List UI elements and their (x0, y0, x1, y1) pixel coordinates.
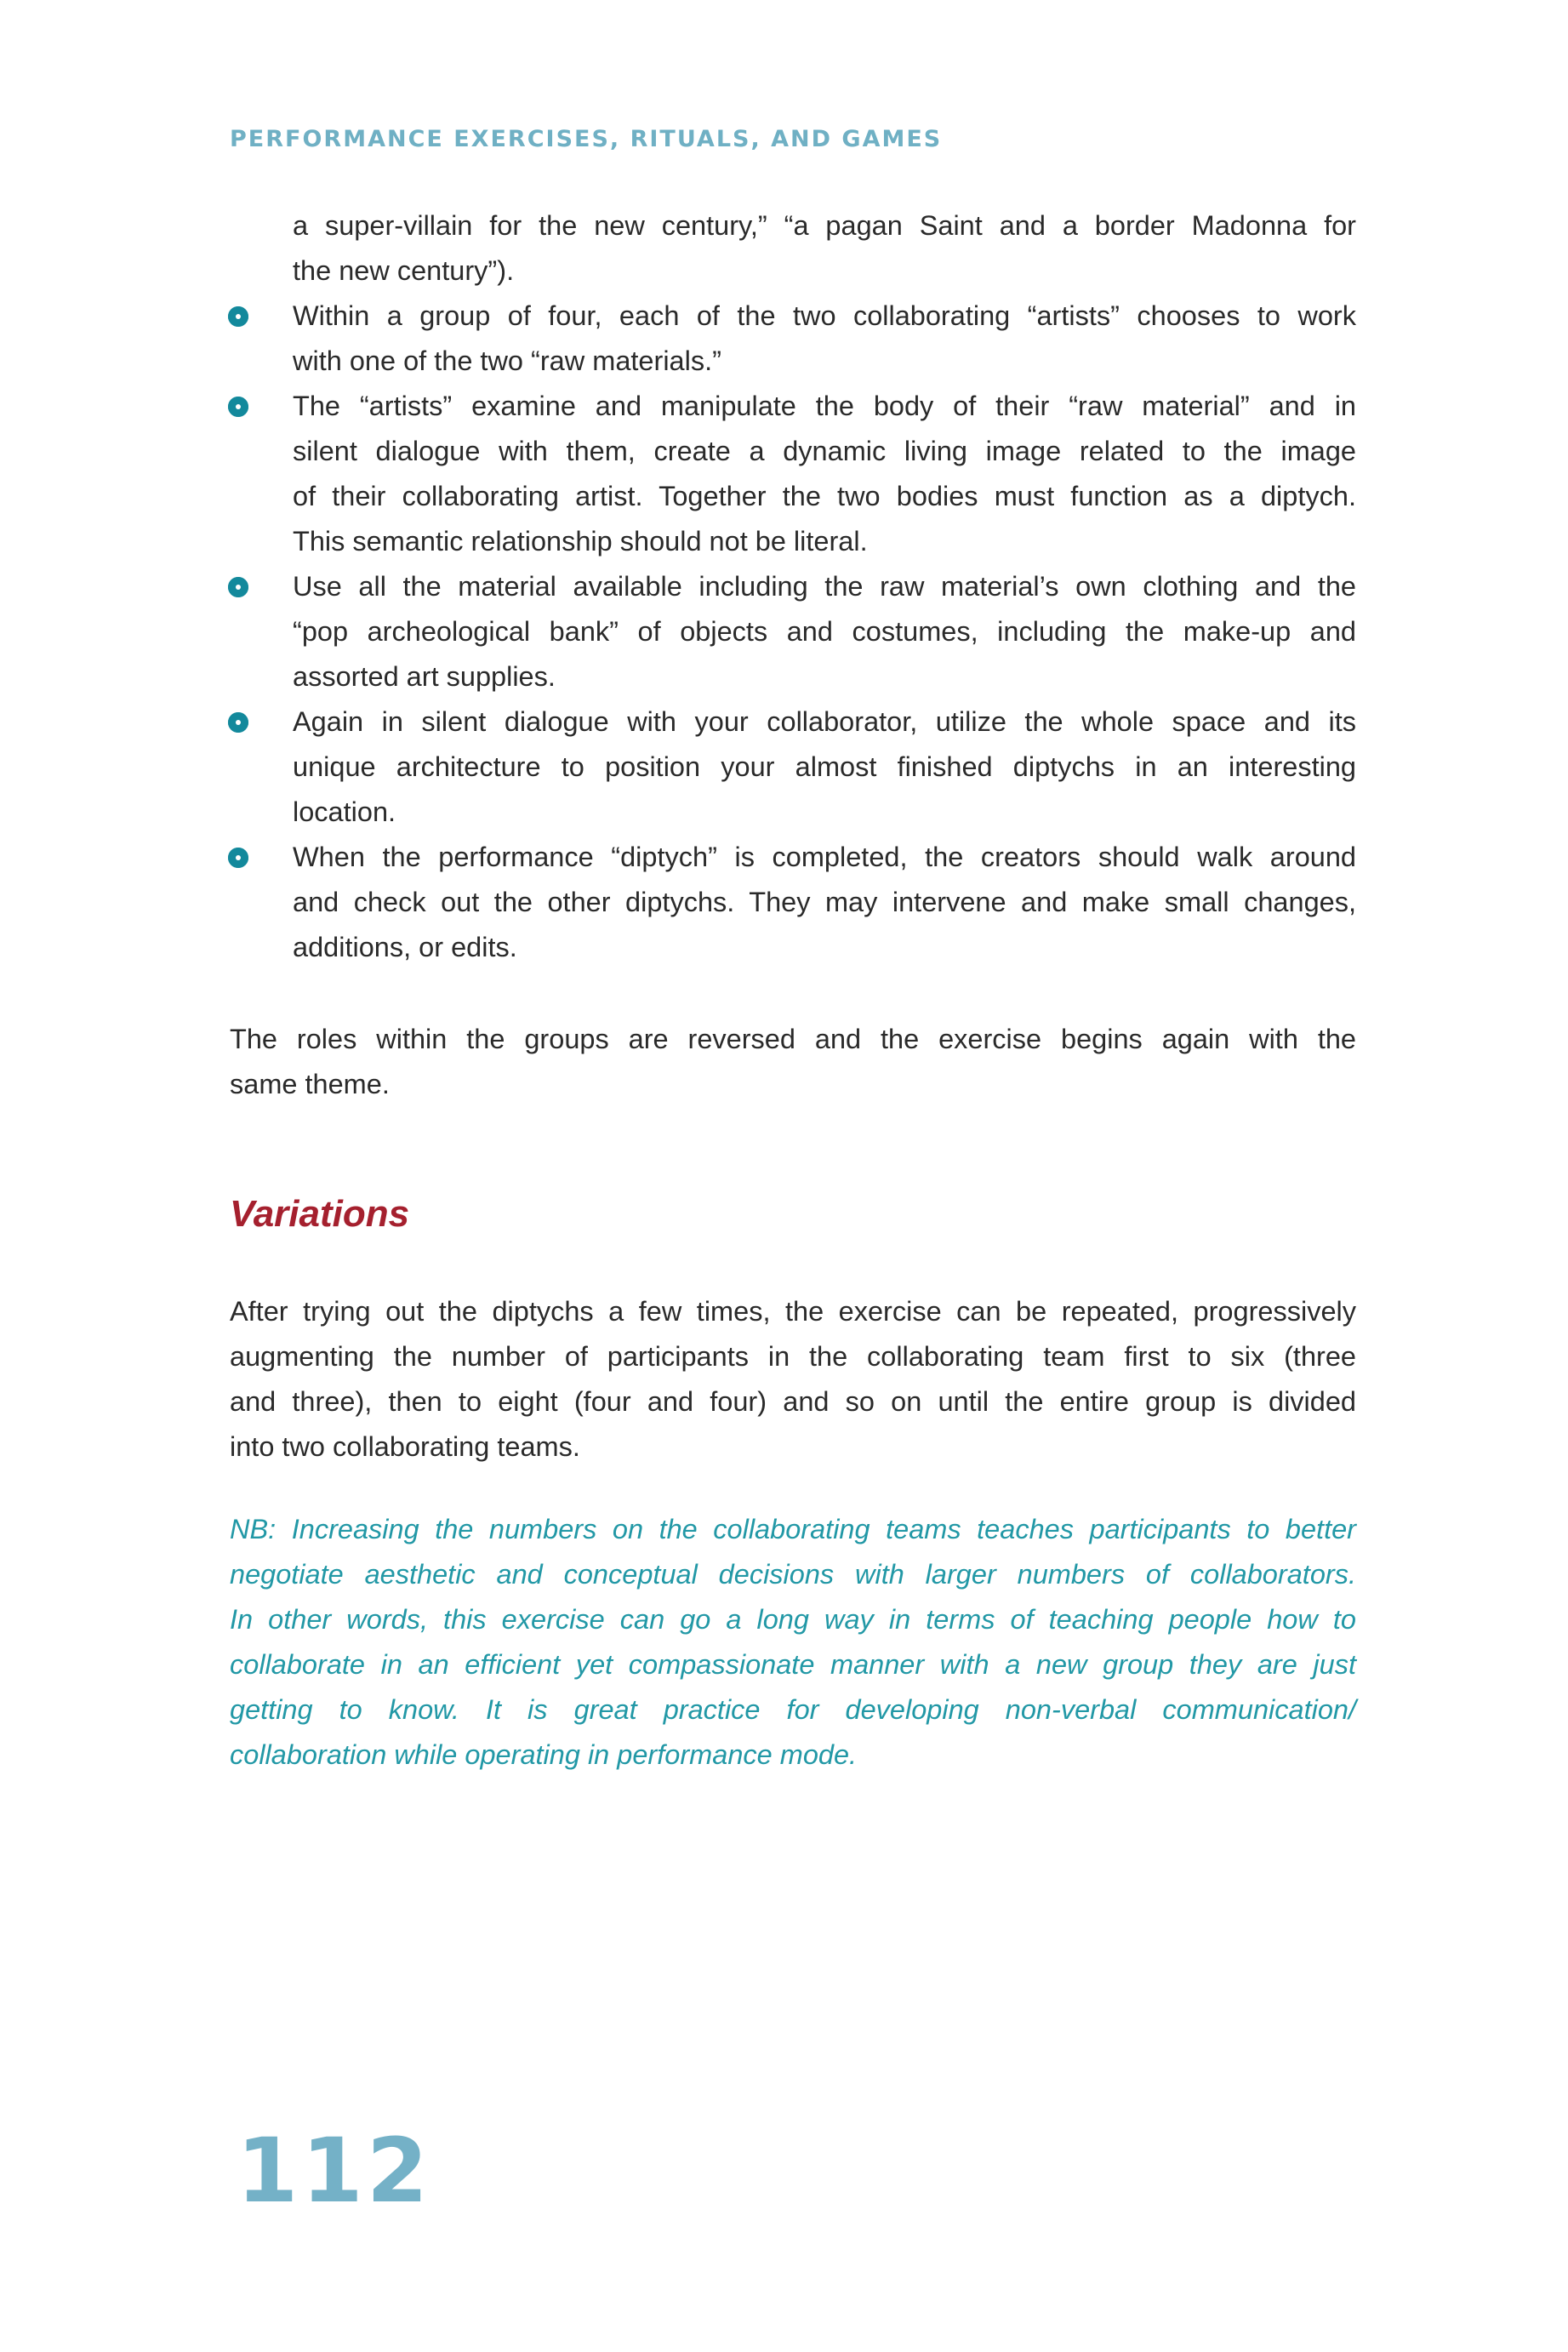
text-line: The roles within the groups are reversed and the exercise begins again with the (230, 1024, 1356, 1054)
text-line: assorted art supplies. (293, 661, 556, 692)
gear-bullet-icon (228, 397, 248, 417)
text-line: “pop archeological bank” of objects and costumes, including the make-up and (293, 616, 1356, 647)
text-line: location. (293, 796, 396, 827)
page-number: 112 (237, 2119, 432, 2223)
text-line: silent dialogue with them, create a dynamic living image related to the image (293, 436, 1356, 466)
text-line: Use all the material available including the raw material’s own clothing and the (293, 571, 1356, 602)
text-line: NB: Increasing the numbers on the collaborating teams teaches participants to better (230, 1514, 1356, 1544)
gear-bullet-icon (228, 848, 248, 868)
nb-note (230, 1507, 1356, 1778)
roles-paragraph (230, 1017, 1356, 1107)
text-line: collaboration while operating in performance mode. (230, 1739, 858, 1770)
list-item (230, 564, 1356, 699)
text-line: In other words, this exercise can go a long way in terms of teaching people how to (230, 1604, 1356, 1635)
text-line: unique architecture to position your almost finished diptychs in an interesting (293, 751, 1356, 782)
text-line: Again in silent dialogue with your collaborator, utilize the whole space and its (293, 706, 1356, 737)
bullet-list (230, 203, 1356, 970)
list-item (230, 294, 1356, 384)
text-line: of their collaborating artist. Together the two bodies must function as a diptych. (293, 481, 1356, 511)
intro-continuation (293, 203, 1356, 294)
text-line: augmenting the number of participants in the collaborating team first to six (three (230, 1341, 1356, 1372)
text-line: with one of the two “raw materials.” (293, 345, 721, 376)
text-line: a super-villain for the new century,” “a pagan Saint and a border Madonna for (293, 210, 1356, 241)
text-line: When the performance “diptych” is completed, the creators should walk around (293, 842, 1356, 872)
text-line: same theme. (230, 1069, 390, 1099)
list-item (230, 835, 1356, 970)
text-line: and check out the other diptychs. They may intervene and make small changes, (293, 887, 1356, 917)
text-line: The “artists” examine and manipulate the body of their “raw material” and in (293, 391, 1356, 421)
text-line: collaborate in an efficient yet compassionate manner with a new group they are just (230, 1649, 1356, 1680)
gear-bullet-icon (228, 306, 248, 327)
list-item (230, 699, 1356, 835)
gear-bullet-icon (228, 712, 248, 733)
list-item (230, 384, 1356, 564)
text-line: and three), then to eight (four and four) and so on until the entire group is divided (230, 1386, 1356, 1417)
text-line: additions, or edits. (293, 932, 517, 962)
text-line: This semantic relationship should not be literal. (293, 526, 868, 557)
gear-bullet-icon (228, 577, 248, 597)
text-line: into two collaborating teams. (230, 1431, 580, 1462)
text-line: negotiate aesthetic and conceptual decisions with larger numbers of collaborators. (230, 1559, 1356, 1590)
running-header: PERFORMANCE EXERCISES, RITUALS, AND GAMES (230, 126, 943, 152)
text-line: getting to know. It is great practice for developing non-verbal communication/ (230, 1694, 1356, 1725)
variations-paragraph (230, 1289, 1356, 1470)
text-line: Within a group of four, each of the two collaborating “artists” chooses to work (293, 300, 1356, 331)
variations-heading: Variations (230, 1193, 410, 1235)
text-line: After trying out the diptychs a few times, the exercise can be repeated, progressively (230, 1296, 1356, 1327)
text-line: the new century”). (293, 255, 515, 286)
